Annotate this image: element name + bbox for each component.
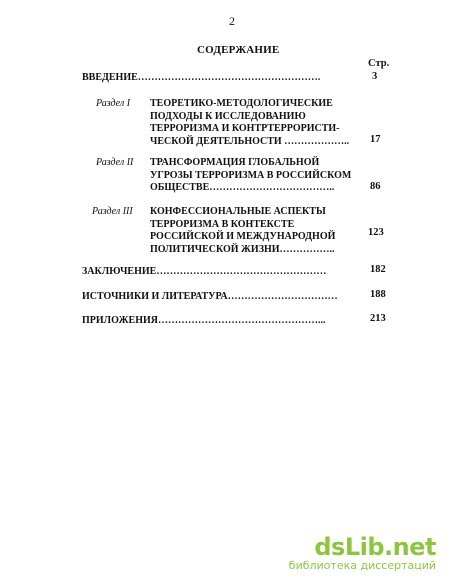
toc-entry-line: УГРОЗЫ ТЕРРОРИЗМА В РОССИЙСКОМ (150, 169, 352, 181)
toc-page-ref: 182 (370, 264, 386, 275)
toc-entry-line: ТЕРРОРИЗМА И КОНТРТЕРРОРИСТИ- (150, 123, 340, 134)
toc-entry-line: ОБЩЕСТВЕ……………………………….. (150, 182, 335, 193)
toc-entry-section-1 (150, 98, 349, 148)
toc-page-ref: 213 (370, 313, 386, 324)
toc-entry-line: ТЕРРОРИЗМА В КОНТЕКСТЕ (150, 218, 295, 230)
toc-entry-line: ПОДХОДЫ К ИССЛЕДОВАНИЮ (150, 110, 306, 122)
section-label: Раздел III (92, 206, 133, 217)
section-label: Раздел II (96, 157, 134, 168)
toc-entry-conclusion (82, 266, 326, 279)
toc-entry-line: ЧЕСКОЙ ДЕЯТЕЛЬНОСТИ ……………….. (150, 135, 350, 147)
toc-entry-line: ПРИЛОЖЕНИЯ…………………………………………... (82, 315, 326, 326)
toc-title: СОДЕРЖАНИЕ (197, 44, 280, 56)
watermark-tagline: библиотека диссертаций (288, 559, 436, 572)
page-column-label: Стр. (368, 58, 390, 69)
toc-entry-line: КОНФЕССИОНАЛЬНЫЕ АСПЕКТЫ (150, 206, 326, 217)
page-number: 2 (229, 14, 235, 28)
toc-entry-appendices (82, 315, 325, 328)
toc-page-ref: 17 (370, 134, 381, 145)
toc-entry-line: ПОЛИТИЧЕСКОЙ ЖИЗНИ…………….. (150, 243, 335, 255)
toc-entry-line: ТЕОРЕТИКО-МЕТОДОЛОГИЧЕСКИЕ (150, 98, 333, 109)
toc-entry-introduction (82, 72, 320, 85)
toc-page-ref: 86 (370, 181, 381, 192)
toc-entry-line: ЗАКЛЮЧЕНИЕ…………………………………………… (82, 266, 327, 277)
section-label: Раздел I (96, 98, 131, 109)
toc-entry-line: ТРАНСФОРМАЦИЯ ГЛОБАЛЬНОЙ (150, 157, 320, 168)
toc-entry-line: ВВЕДЕНИЕ………………………………………………. (82, 72, 321, 83)
toc-entry-section-2 (150, 157, 351, 195)
toc-entry-sources (82, 291, 338, 304)
toc-page-ref: 3 (372, 71, 378, 82)
toc-page-ref: 123 (368, 227, 384, 238)
watermark (289, 535, 436, 572)
watermark-logo: dsLib.net (314, 533, 436, 561)
toc-entry-section-3 (150, 206, 335, 256)
toc-entry-line: ИСТОЧНИКИ И ЛИТЕРАТУРА…………………………… (82, 291, 338, 302)
toc-page-ref: 188 (370, 289, 386, 300)
toc-entry-line: РОССИЙСКОЙ И МЕЖДУНАРОДНОЙ (150, 231, 336, 242)
